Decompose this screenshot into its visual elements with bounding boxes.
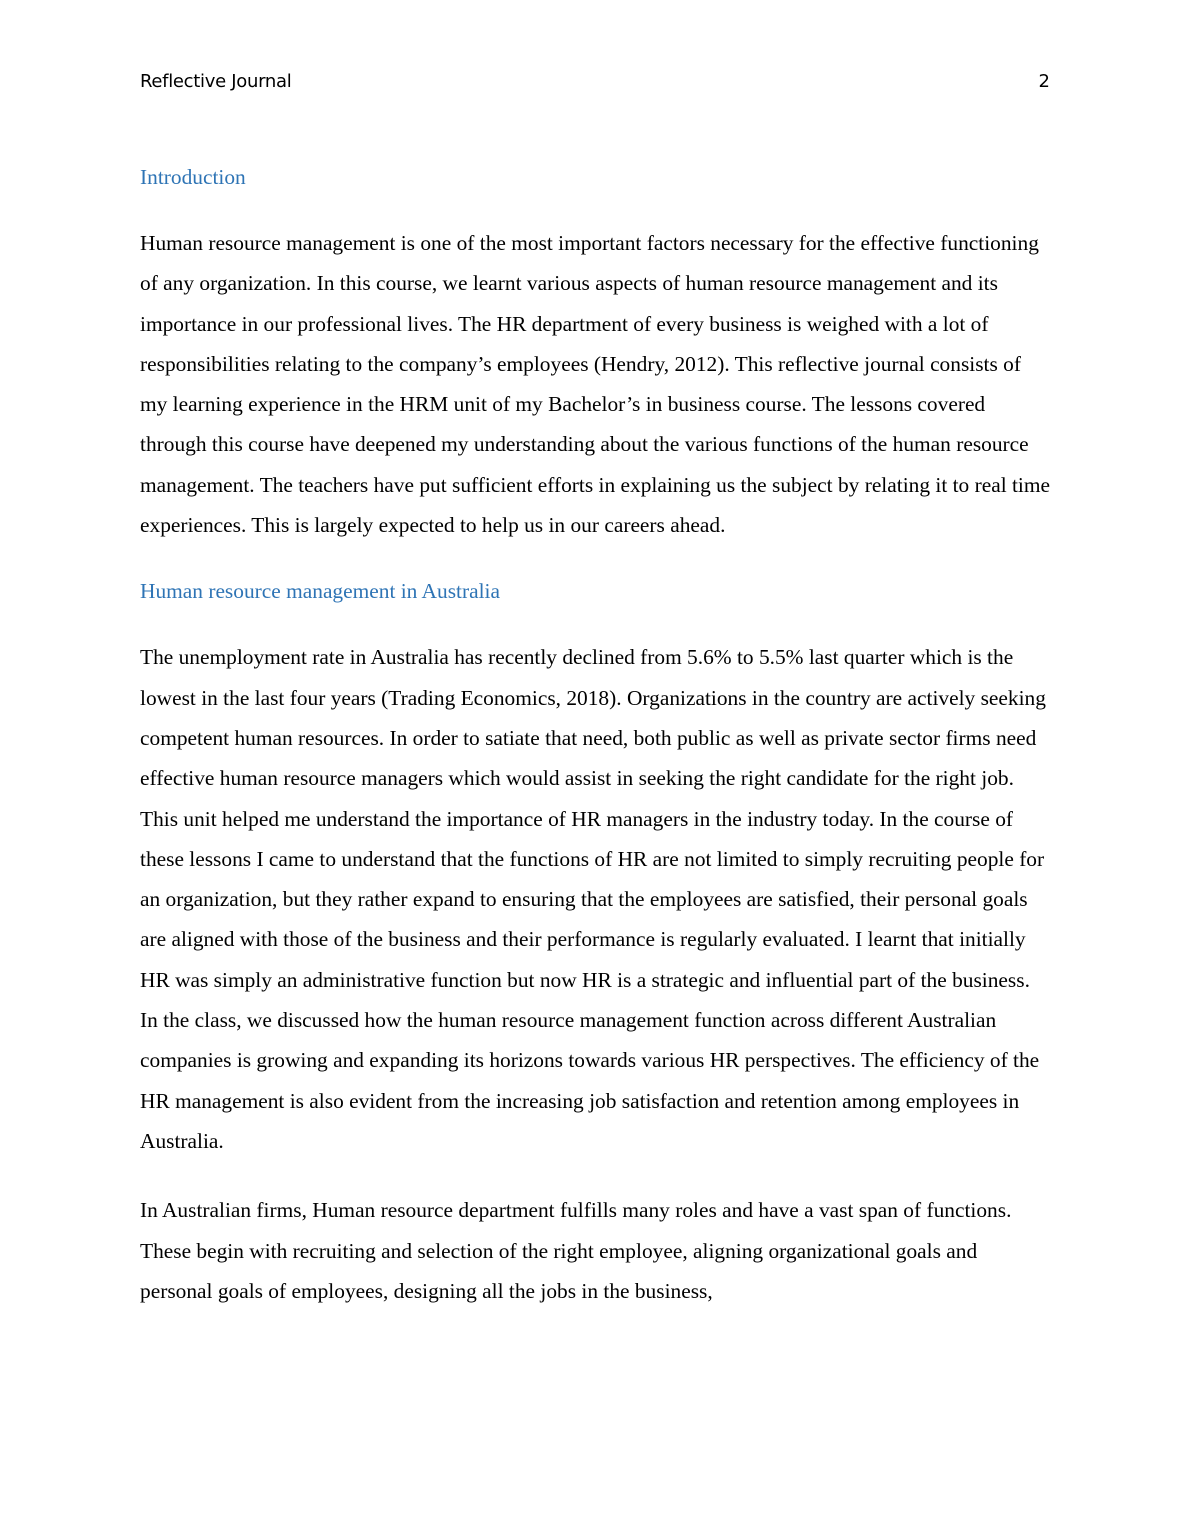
section-heading-introduction: Introduction — [140, 165, 246, 189]
paragraph: Human resource management is one of the most important factors necessary for the effective functioning of any organization. In this course, we learnt various aspects of human resource management and its importance in our professional lives. The HR department of every business is weighed with a lot of responsibilities relating to the company’s employees (Hendry, 2012). This reflective journal consists of my learning experience in the HRM unit of my Bachelor’s in business course. The lessons covered through this course have deepened my understanding about the various functions of the human resource management. The teachers have put sufficient efforts in explaining us the subject by relating it to real time experiences. This is largely expected to help us in our careers ahead. — [140, 231, 1051, 538]
page-header — [140, 71, 1050, 97]
document-body — [140, 160, 1052, 1311]
header-title: Reflective Journal — [140, 71, 292, 92]
section-heading-hrm-australia: Human resource management in Australia — [140, 579, 500, 604]
paragraph: In Australian firms, Human resource department fulfills many roles and have a vast span of functions. These begin with recruiting and selection of the right employee, aligning organizational goals and personal goals of employees, designing all the jobs in the business, — [140, 1198, 1012, 1303]
paragraph: The unemployment rate in Australia has recently declined from 5.6% to 5.5% last quarter which is the lowest in the last four years (Trading Economics, 2018). Organizations in the country are actively seeking competent human resources. In order to satiate that need, both public as well as private sector firms need effective human resource managers which would assist in seeking the right candidate for the right job. This unit helped me understand the importance of HR managers in the industry today. In the course of these lessons I came to understand that the functions of HR are not limited to simply recruiting people for an organization, but they rather expand to ensuring that the employees are satisfied, their personal goals are aligned with those of the business and their performance is regularly evaluated. I learnt that initially HR was simply an administrative function but now HR is a strategic and influential part of the business. In the class, we discussed how the human resource management function across different Australian companies is growing and expanding its horizons towards various HR perspectives. The efficiency of the HR management is also evident from the increasing job satisfaction and retention among employees in Australia. — [140, 645, 1046, 1153]
page-number: 2 — [1038, 71, 1050, 92]
